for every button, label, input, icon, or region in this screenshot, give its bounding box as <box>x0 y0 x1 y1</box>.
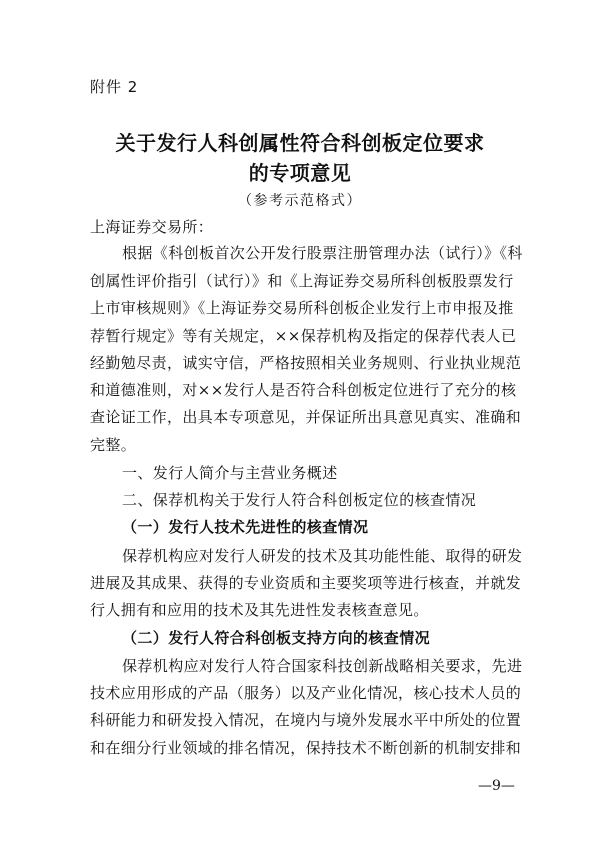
document-title-line-2: 的专项意见 <box>248 161 352 185</box>
paragraph3-line: 保荐机构应对发行人符合国家科技创新战略相关要求，先进 <box>122 657 523 675</box>
attachment-label: 附件 2 <box>90 78 139 96</box>
paragraph1-line: 根据《科创板首次公开发行股票注册管理办法（试行）》《科 <box>122 244 523 262</box>
paragraph2-line: 进展及其成果、获得的专业资质和主要奖项等进行核查，并就发 <box>90 574 522 592</box>
document-subtitle: （参考示范格式） <box>238 193 362 209</box>
paragraph2-line: 行人拥有和应用的技术及其先进性发表核查意见。 <box>90 601 429 619</box>
paragraph1-line: 查论证工作，出具本专项意见，并保证所出具意见真实、准确和 <box>90 408 522 426</box>
paragraph1-line: 经勤勉尽责，诚实守信，严格按照相关业务规则、行业执业规范 <box>90 354 522 372</box>
paragraph1-line: 和道德准则，对××发行人是否符合科创板定位进行了充分的核 <box>90 381 517 399</box>
paragraph1-line: 完整。 <box>90 436 137 454</box>
paragraph1-line: 创属性评价指引（试行）》和《上海证券交易所科创板股票发行 <box>90 272 514 290</box>
addressee: 上海证券交易所： <box>90 218 214 236</box>
paragraph3-line: 科研能力和研发投入情况，在境内与境外发展水平中所处的位置 <box>90 711 522 729</box>
paragraph3-line: 技术应用形成的产品（服务）以及产业化情况，核心技术人员的 <box>90 684 522 702</box>
page-number: —9— <box>478 778 515 794</box>
subsection-heading-1: （一）发行人技术先进性的核查情况 <box>122 518 369 536</box>
paragraph3-line: 和在细分行业领域的排名情况，保持技术不断创新的机制安排和 <box>90 739 522 757</box>
section-heading-1: 一、发行人简介与主营业务概述 <box>122 464 338 482</box>
subsection-heading-2: （二）发行人符合科创板支持方向的核查情况 <box>122 629 431 647</box>
paragraph1-line: 荐暂行规定》等有关规定，××保荐机构及指定的保荐代表人已 <box>90 327 517 345</box>
paragraph1-line: 上市审核规则》《上海证券交易所科创板企业发行上市申报及推 <box>90 299 514 317</box>
paragraph2-line: 保荐机构应对发行人研发的技术及其功能性能、取得的研发 <box>122 547 523 565</box>
section-heading-2: 二、保荐机构关于发行人符合科创板定位的核查情况 <box>122 491 477 509</box>
document-title-line-1: 关于发行人科创属性符合科创板定位要求 <box>115 131 485 155</box>
